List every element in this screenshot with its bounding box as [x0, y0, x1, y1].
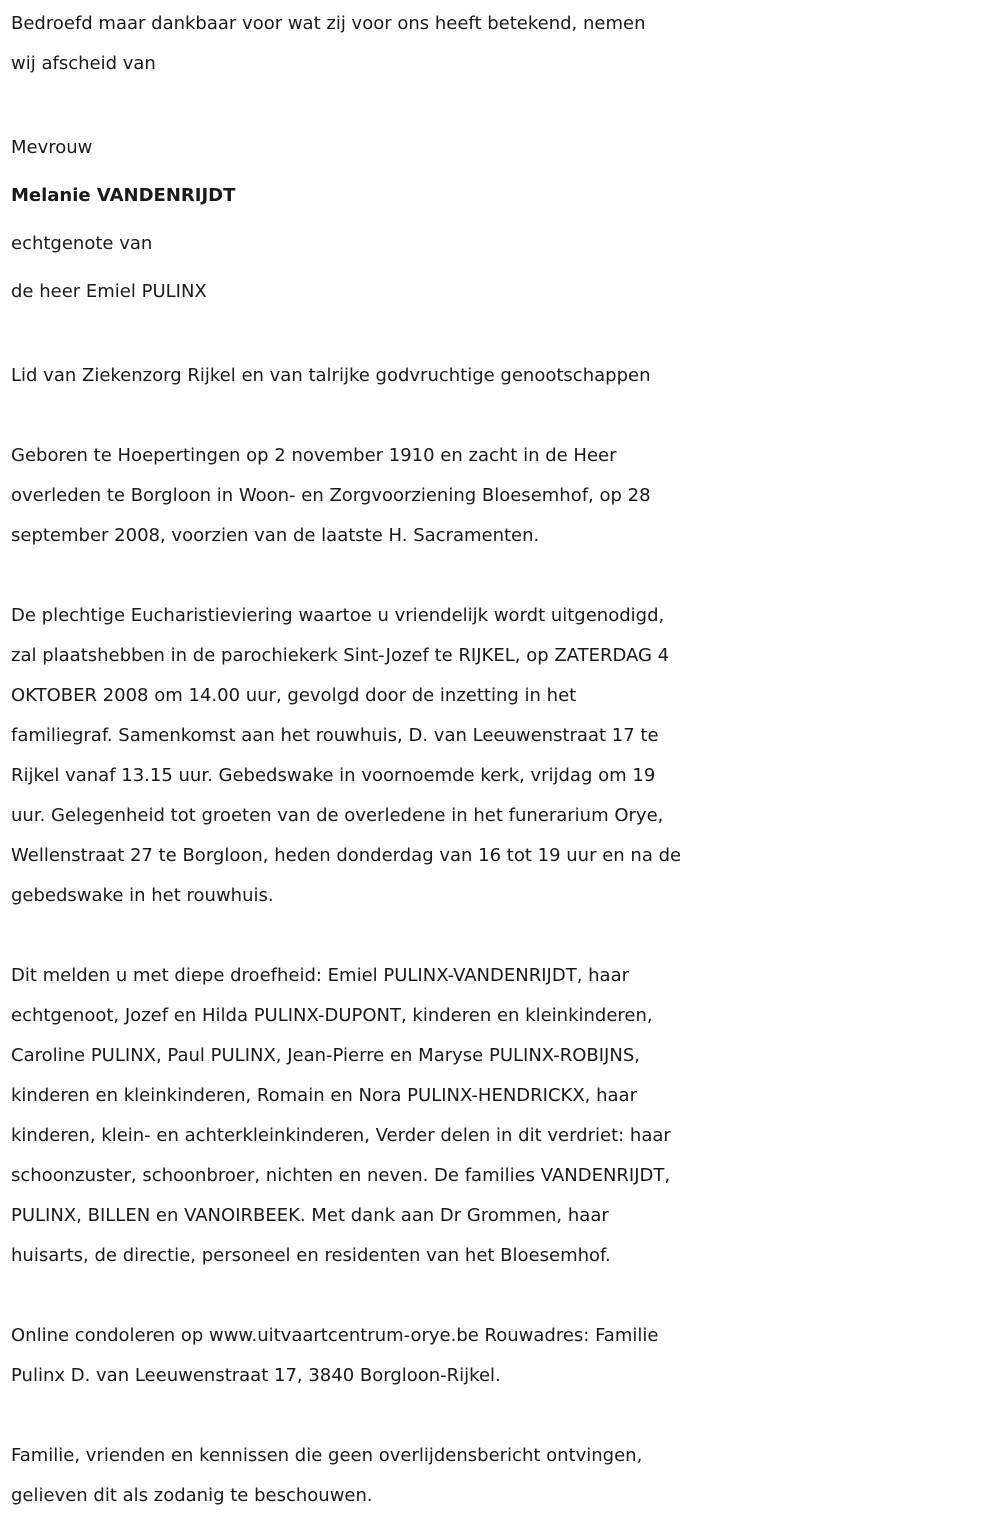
membership-paragraph — [11, 356, 996, 396]
text-line: Bedroefd maar dankbaar voor wat zij voor ons heeft betekend, nemen — [11, 13, 646, 34]
paragraph-spacer — [11, 1396, 996, 1436]
paragraph-spacer — [11, 396, 996, 436]
text-line: Pulinx D. van Leeuwenstraat 17, 3840 Borgloon-Rijkel. — [11, 1365, 501, 1386]
text-line: september 2008, voorzien van de laatste H. Sacramenten. — [11, 525, 540, 546]
text-line: gelieven dit als zodanig te beschouwen. — [11, 1485, 373, 1506]
text-line: kinderen en kleinkinderen, Romain en Nora PULINX-HENDRICKX, haar — [11, 1085, 637, 1106]
closing-paragraph — [11, 1436, 996, 1516]
text-line: Familie, vrienden en kennissen die geen overlijdensbericht ontvingen, — [11, 1445, 643, 1466]
deceased-relation: echtgenote van — [11, 233, 153, 254]
paragraph-spacer — [11, 556, 996, 596]
ceremony-paragraph — [11, 596, 996, 916]
text-line: Geboren te Hoepertingen op 2 november 1910 en zacht in de Heer — [11, 445, 617, 466]
text-line: huisarts, de directie, personeel en residenten van het Bloesemhof. — [11, 1245, 611, 1266]
obituary-notice — [11, 4, 996, 1516]
text-line: schoonzuster, schoonbroer, nichten en neven. De families VANDENRIJDT, — [11, 1165, 671, 1186]
text-line: wij afscheid van — [11, 53, 156, 74]
text-line: uur. Gelegenheid tot groeten van de overledene in het funerarium Orye, — [11, 805, 664, 826]
text-line: Wellenstraat 27 te Borgloon, heden donderdag van 16 tot 19 uur en na de — [11, 845, 682, 866]
spouse-name: de heer Emiel PULINX — [11, 281, 207, 302]
text-line: gebedswake in het rouwhuis. — [11, 885, 274, 906]
text-line: Lid van Ziekenzorg Rijkel en van talrijke godvruchtige genootschappen — [11, 365, 651, 386]
deceased-block — [11, 124, 996, 316]
text-line: Rijkel vanaf 13.15 uur. Gebedswake in voornoemde kerk, vrijdag om 19 — [11, 765, 656, 786]
deceased-title: Mevrouw — [11, 137, 93, 158]
deceased-name: Melanie VANDENRIJDT — [11, 185, 236, 206]
birth-death-paragraph — [11, 436, 996, 556]
intro-paragraph — [11, 4, 996, 84]
paragraph-spacer — [11, 916, 996, 956]
text-line: OKTOBER 2008 om 14.00 uur, gevolgd door de inzetting in het — [11, 685, 577, 706]
family-paragraph — [11, 956, 996, 1276]
text-line: familiegraf. Samenkomst aan het rouwhuis, D. van Leeuwenstraat 17 te — [11, 725, 659, 746]
paragraph-spacer — [11, 1276, 996, 1316]
text-line: zal plaatshebben in de parochiekerk Sint-Jozef te RIJKEL, op ZATERDAG 4 — [11, 645, 670, 666]
text-line: Caroline PULINX, Paul PULINX, Jean-Pierre en Maryse PULINX-ROBIJNS, — [11, 1045, 640, 1066]
condolence-paragraph — [11, 1316, 996, 1396]
text-line: Dit melden u met diepe droefheid: Emiel PULINX-VANDENRIJDT, haar — [11, 965, 630, 986]
text-line: Online condoleren op www.uitvaartcentrum-orye.be Rouwadres: Familie — [11, 1325, 659, 1346]
text-line: De plechtige Eucharistieviering waartoe u vriendelijk wordt uitgenodigd, — [11, 605, 665, 626]
paragraph-spacer — [11, 84, 996, 124]
text-line: kinderen, klein- en achterkleinkinderen, Verder delen in dit verdriet: haar — [11, 1125, 671, 1146]
text-line: PULINX, BILLEN en VANOIRBEEK. Met dank aan Dr Grommen, haar — [11, 1205, 609, 1226]
paragraph-spacer — [11, 316, 996, 356]
text-line: echtgenoot, Jozef en Hilda PULINX-DUPONT, kinderen en kleinkinderen, — [11, 1005, 653, 1026]
text-line: overleden te Borgloon in Woon- en Zorgvoorziening Bloesemhof, op 28 — [11, 485, 651, 506]
